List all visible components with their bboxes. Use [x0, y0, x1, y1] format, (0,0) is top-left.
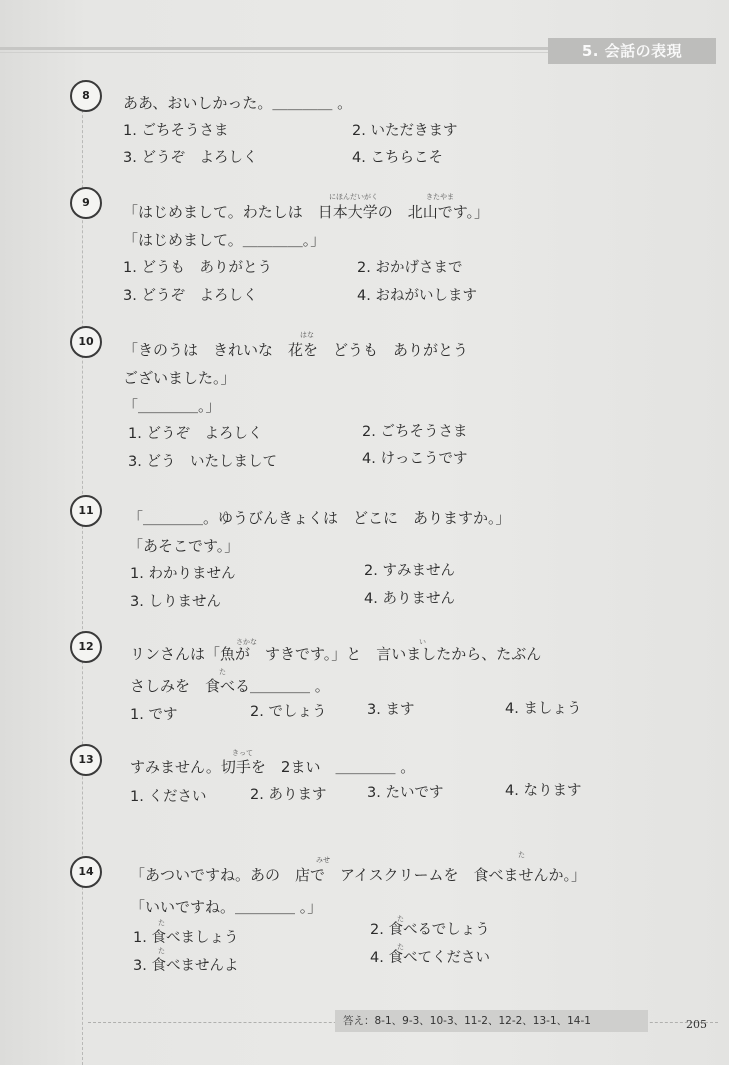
question-8-option-4: 4. こちらこそ — [352, 150, 443, 166]
question-12-option-2: 2. でしょう — [250, 704, 327, 720]
question-13-option-4: 4. なります — [505, 783, 582, 799]
question-10-option-4: 4. けっこうです — [362, 451, 468, 467]
section-title: 5. 会話の表現 — [548, 38, 716, 64]
answer-key: 答え：8-1、9-3、10-3、11-2、12-2、13-1、14-1 — [335, 1010, 648, 1032]
question-14-ruby-6: た — [397, 943, 404, 951]
question-12-ruby-3: た — [219, 668, 226, 676]
question-11-line-1: 「＿＿＿＿。ゆうびんきょくは どこに ありますか。」 — [128, 509, 511, 527]
question-10-ruby-1: はな — [300, 331, 314, 339]
question-number-11: 11 — [70, 495, 102, 527]
question-11-option-4: 4. ありません — [364, 591, 455, 607]
question-10-line-3: 「＿＿＿＿。」 — [123, 397, 221, 415]
question-9-line-2: 「はじめまして。＿＿＿＿。」 — [123, 231, 326, 249]
question-9-option-3: 3. どうぞ よろしく — [123, 288, 258, 304]
question-14-ruby-4: た — [397, 915, 404, 923]
page-number: 205 — [686, 1018, 707, 1031]
question-14-ruby-5: た — [158, 947, 165, 955]
question-14-ruby-3: た — [158, 919, 165, 927]
question-13-ruby-1: きって — [232, 749, 253, 757]
question-number-14: 14 — [70, 856, 102, 888]
question-13-prompt: すみません。切手を 2まい ＿＿＿＿ 。 — [130, 758, 416, 776]
margin-guide-line — [82, 80, 83, 1065]
question-12-ruby-1: さかな — [236, 638, 257, 646]
question-13-option-1: 1. ください — [130, 789, 207, 805]
question-14-ruby-1: みせ — [316, 856, 330, 864]
question-14-option-2: 2. 食べるでしょう — [370, 922, 490, 938]
question-9-option-1: 1. どうも ありがとう — [123, 260, 272, 276]
header-rule-thin — [0, 52, 560, 53]
question-8-prompt: ああ、おいしかった。＿＿＿＿ 。 — [123, 94, 353, 112]
question-number-12: 12 — [70, 631, 102, 663]
question-11-option-2: 2. すみません — [364, 563, 455, 579]
question-13-option-3: 3. たいです — [367, 785, 444, 801]
question-10-option-3: 3. どう いたしまして — [128, 454, 277, 470]
question-14-ruby-2: た — [518, 851, 525, 859]
header-rule — [0, 47, 560, 50]
question-number-9: 9 — [70, 187, 102, 219]
question-10-option-1: 1. どうぞ よろしく — [128, 426, 263, 442]
question-14-option-3: 3. 食べませんよ — [133, 958, 239, 974]
question-8-option-2: 2. いただきます — [352, 123, 458, 139]
question-8-option-3: 3. どうぞ よろしく — [123, 150, 258, 166]
question-14-line-2: 「いいですね。＿＿＿＿ 。」 — [130, 898, 323, 916]
question-14-option-1: 1. 食べましょう — [133, 930, 239, 946]
question-12-option-3: 3. ます — [367, 702, 415, 718]
question-10-line-1: 「きのうは きれいな 花を どうも ありがとう — [123, 341, 469, 359]
question-12-option-4: 4. ましょう — [505, 701, 582, 717]
question-9-ruby-2: きたやま — [426, 193, 454, 201]
question-14-line-1: 「あついですね。あの 店で アイスクリームを 食べませんか。」 — [130, 866, 587, 884]
question-10-line-2: ございました。」 — [123, 369, 236, 387]
question-11-option-3: 3. しりません — [130, 594, 221, 610]
question-12-line-1: リンさんは「魚が すきです。」と 言いましたから、たぶん — [130, 645, 542, 663]
question-10-option-2: 2. ごちそうさま — [362, 424, 468, 440]
question-11-line-2: 「あそこです。」 — [128, 537, 240, 555]
question-11-option-1: 1. わかりません — [130, 566, 236, 582]
question-9-option-4: 4. おねがいします — [357, 288, 477, 304]
question-9-option-2: 2. おかげさまで — [357, 260, 463, 276]
question-12-option-1: 1. です — [130, 707, 178, 723]
question-12-ruby-2: い — [419, 638, 426, 646]
question-12-line-2: さしみを 食べる＿＿＿＿ 。 — [130, 677, 330, 695]
question-9-line-1: 「はじめまして。わたしは 日本大学の 北山です。」 — [123, 203, 490, 221]
question-number-10: 10 — [70, 326, 102, 358]
question-number-13: 13 — [70, 744, 102, 776]
question-14-option-4: 4. 食べてください — [370, 950, 490, 966]
question-9-ruby-1: にほんだいがく — [329, 193, 378, 201]
question-number-8: 8 — [70, 80, 102, 112]
question-8-option-1: 1. ごちそうさま — [123, 123, 229, 139]
question-13-option-2: 2. あります — [250, 787, 327, 803]
